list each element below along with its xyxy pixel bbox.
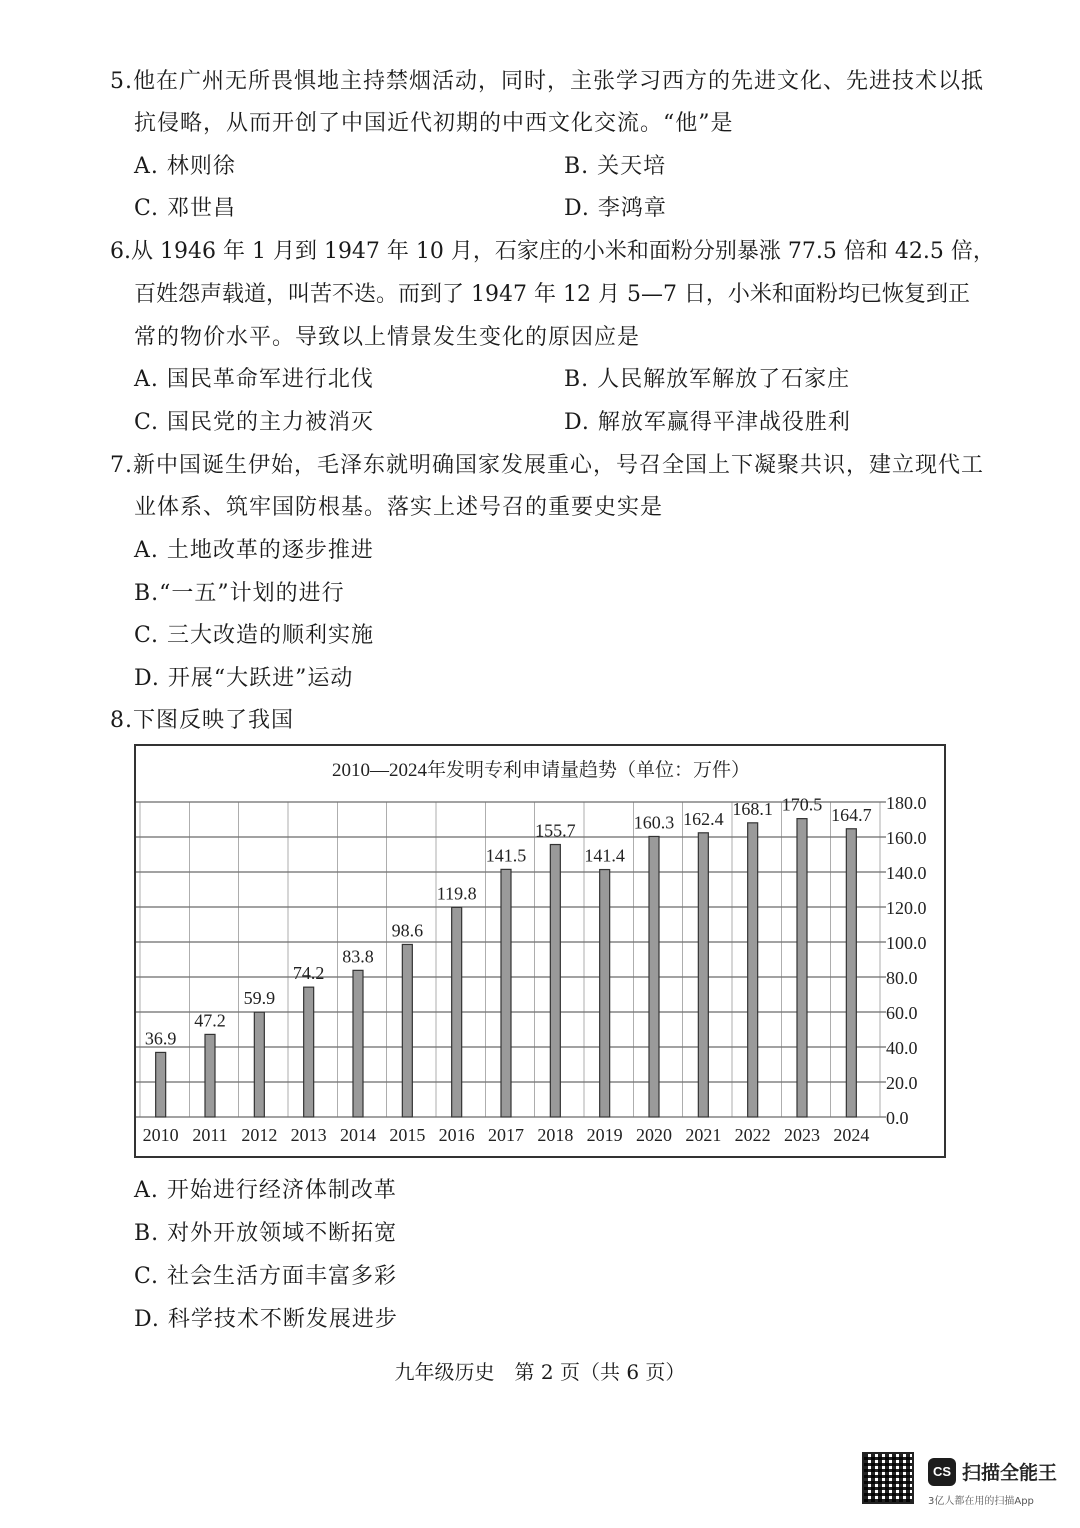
scanner-watermark [862, 1448, 1072, 1512]
scanner-app-name: 扫描全能王 [962, 1462, 1058, 1484]
bar-2013 [304, 987, 314, 1117]
x-tick-label: 2021 [685, 1125, 722, 1145]
q7-stem-line2: 业体系、筑牢国防根基。落实上述号召的重要史实是 [134, 495, 664, 520]
q7-option-c: C. 三大改造的顺利实施 [134, 623, 375, 648]
bar-2014 [353, 970, 363, 1117]
q6-option-c: C. 国民党的主力被消灭 [134, 410, 375, 435]
q7-option-b: B.“一五”计划的进行 [134, 581, 345, 606]
y-tick-label: 140.0 [886, 863, 927, 883]
page-footer: 九年级历史 第 2 页（共 6 页） [394, 1360, 686, 1384]
value-label: 164.7 [831, 804, 872, 825]
x-tick-label: 2022 [734, 1125, 771, 1145]
value-label: 59.9 [243, 988, 276, 1009]
bar-2010 [156, 1052, 166, 1117]
value-label: 162.4 [683, 808, 724, 829]
q5-stem-line1: 5.他在广州无所畏惧地主持禁烟活动，同时，主张学习西方的先进文化、先进技术以抵 [110, 69, 984, 94]
value-label: 168.1 [732, 798, 773, 819]
bar-2016 [452, 907, 462, 1117]
y-tick-label: 60.0 [886, 1003, 918, 1023]
chart-title: 2010—2024年发明专利申请量趋势（单位：万件） [331, 760, 751, 781]
q8-option-a: A. 开始进行经济体制改革 [134, 1178, 397, 1203]
x-tick-label: 2023 [784, 1125, 820, 1145]
value-label: 36.9 [144, 1028, 177, 1049]
scanner-app-tagline: 3亿人都在用的扫描App [928, 1496, 1034, 1507]
bar-2022 [748, 823, 758, 1117]
bar-2023 [797, 819, 807, 1117]
cs-logo-icon: CS [928, 1458, 956, 1486]
bar-2021 [698, 833, 708, 1117]
value-label: 160.3 [633, 812, 675, 833]
x-tick-label: 2024 [833, 1125, 870, 1145]
x-tick-label: 2019 [586, 1125, 623, 1145]
x-tick-label: 2015 [389, 1125, 426, 1145]
bar-2019 [600, 870, 610, 1117]
value-label: 83.8 [342, 946, 374, 967]
x-tick-label: 2016 [438, 1125, 475, 1145]
bar-2018 [550, 845, 560, 1117]
y-tick-label: 40.0 [886, 1038, 918, 1058]
y-tick-label: 120.0 [886, 898, 927, 918]
q8-option-b: B. 对外开放领域不断拓宽 [134, 1221, 398, 1246]
value-label: 47.2 [194, 1010, 226, 1031]
value-label: 141.4 [584, 845, 625, 866]
q5-stem-line2: 抗侵略，从而开创了中国近代初期的中西文化交流。“他”是 [134, 111, 734, 136]
value-label: 141.5 [485, 845, 527, 866]
x-tick-label: 2011 [192, 1125, 228, 1145]
q8-option-d: D. 科学技术不断发展进步 [134, 1307, 398, 1332]
value-label: 170.5 [781, 794, 823, 815]
value-label: 155.7 [535, 820, 576, 841]
y-tick-label: 160.0 [886, 828, 927, 848]
q5-option-a: A. 林则徐 [134, 154, 236, 179]
q8-stem: 8.下图反映了我国 [110, 708, 294, 733]
patent-chart [134, 744, 946, 1158]
x-tick-label: 2014 [340, 1125, 376, 1145]
bar-2020 [649, 836, 659, 1117]
value-label: 98.6 [391, 920, 424, 941]
q7-option-a: A. 土地改革的逐步推进 [134, 538, 374, 563]
y-tick-label: 20.0 [886, 1073, 918, 1093]
q6-stem-line3: 常的物价水平。导致以上情景发生变化的原因应是 [134, 325, 641, 350]
x-tick-label: 2010 [142, 1125, 179, 1145]
y-tick-label: 180.0 [886, 793, 927, 813]
q7-option-d: D. 开展“大跃进”运动 [134, 666, 354, 691]
q5-option-c: C. 邓世昌 [134, 196, 237, 221]
bar-2017 [501, 869, 511, 1117]
bar-2015 [402, 944, 412, 1117]
x-tick-label: 2018 [537, 1125, 574, 1145]
y-tick-label: 80.0 [886, 968, 918, 988]
bar-2024 [846, 829, 856, 1117]
x-tick-label: 2012 [241, 1125, 278, 1145]
y-tick-label: 100.0 [886, 933, 927, 953]
q7-stem-line1: 7.新中国诞生伊始，毛泽东就明确国家发展重心，号召全国上下凝聚共识，建立现代工 [110, 453, 984, 478]
value-label: 119.8 [436, 883, 477, 904]
qr-code-icon [862, 1452, 914, 1504]
q6-stem-line2: 百姓怨声载道，叫苦不迭。而到了 1947 年 12 月 5—7 日，小米和面粉均已恢复到正 [134, 282, 970, 307]
patent-chart-svg [136, 746, 944, 1156]
q5-option-d: D. 李鸿章 [564, 196, 667, 221]
y-tick-label: 0.0 [886, 1108, 909, 1128]
q6-option-a: A. 国民革命军进行北伐 [134, 367, 374, 392]
q6-option-b: B. 人民解放军解放了石家庄 [564, 367, 851, 392]
q8-option-c: C. 社会生活方面丰富多彩 [134, 1264, 398, 1289]
bar-2011 [205, 1034, 215, 1117]
bar-2012 [254, 1012, 264, 1117]
value-label: 74.2 [292, 963, 325, 984]
q5-option-b: B. 关天培 [564, 154, 667, 179]
x-tick-label: 2020 [636, 1125, 672, 1145]
q6-option-d: D. 解放军赢得平津战役胜利 [564, 410, 851, 435]
q6-stem-line1: 6.从 1946 年 1 月到 1947 年 10 月，石家庄的小米和面粉分别暴涨 77.5 倍和 42.5 倍， [110, 239, 995, 264]
x-tick-label: 2013 [290, 1125, 327, 1145]
x-tick-label: 2017 [488, 1125, 524, 1145]
